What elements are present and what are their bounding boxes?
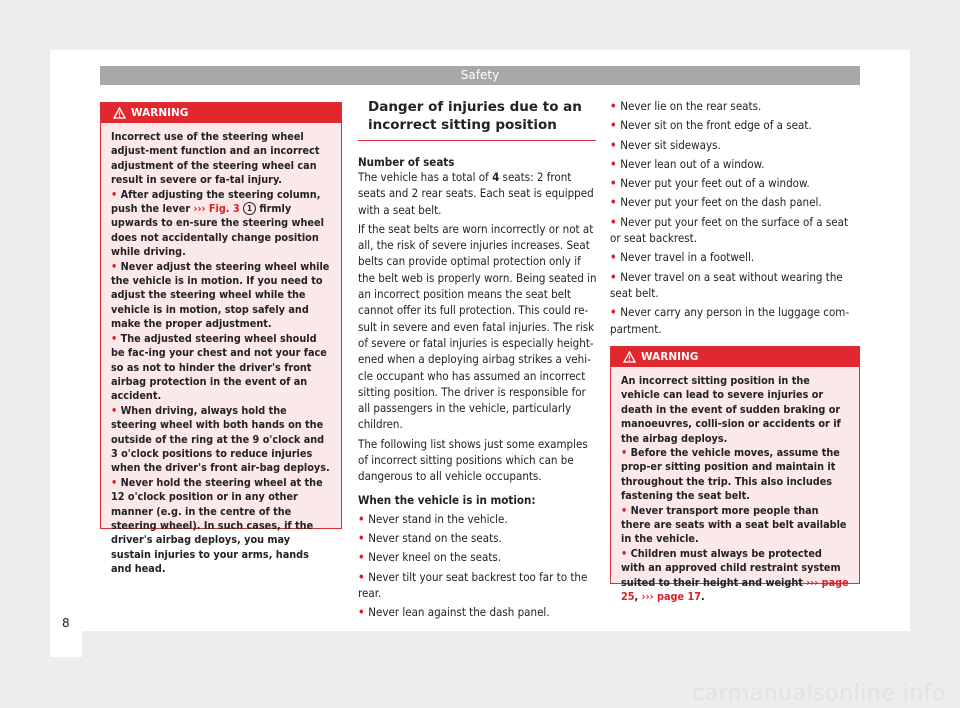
page-number: 8 bbox=[62, 616, 70, 630]
bullet-icon: • bbox=[358, 511, 369, 526]
warning-intro: Incorrect use of the steering wheel adjust-ment function and an incorrect adjustment of the steering wheel can result in severe or fa-tal injury. bbox=[111, 130, 320, 187]
bullet-icon: • bbox=[358, 569, 369, 584]
list-item: • Never tilt your seat backrest too far to the rear. bbox=[358, 569, 588, 600]
bullet-icon: • bbox=[111, 475, 121, 489]
bullet-icon: • bbox=[610, 176, 621, 191]
warning-item: • After adjusting the steering column, push the lever ››› Fig. 3 1 firmly upwards to en-sure the steering wheel does not accidentally change position while driving. bbox=[111, 187, 324, 259]
subheading-number-of-seats: Number of seats bbox=[358, 155, 455, 169]
footer-bar bbox=[82, 631, 910, 657]
list-item: • Never put your feet on the dash panel. bbox=[610, 195, 822, 210]
warning-label: WARNING bbox=[641, 351, 699, 363]
warning-item: • When driving, always hold the steering wheel with both hands on the outside of the ring at the 9 o'clock and 3 o'clock positions to reduce injuries when the driver's front air-bag deploys. bbox=[111, 403, 330, 475]
incorrect-positions-list-continued bbox=[610, 98, 860, 337]
paragraph-examples: The following list shows just some examples of incorrect sitting positions which can be dangerous to all vehicle occupants. bbox=[358, 436, 588, 484]
warning-item: • Never transport more people than there are seats with a seat belt available in the vehicle. bbox=[621, 503, 847, 546]
bullet-icon: • bbox=[610, 250, 621, 265]
right-column bbox=[610, 98, 860, 340]
list-item: • Never put your feet out of a window. bbox=[610, 176, 810, 191]
warning-item: • Never hold the steering wheel at the 12 o'clock position or in any other manner (e.g. in the centre of the steering wheel). In such cases, if the driver's airbag deploys, you may sustain injuries to your arms, hands and head. bbox=[111, 475, 323, 576]
bullet-icon: • bbox=[358, 550, 369, 565]
list-item: • Never lie on the rear seats. bbox=[610, 99, 762, 113]
figure-link[interactable]: ››› Fig. 3 bbox=[193, 202, 240, 216]
list-item: • Never kneel on the seats. bbox=[358, 550, 502, 565]
warning-item: • The adjusted steering wheel should be fac-ing your chest and not your face so as not to hinder the driver's front airbag protection in the event of an accident. bbox=[111, 331, 327, 403]
warning-box-steering bbox=[100, 102, 342, 576]
list-item: • Never sit on the front edge of a seat. bbox=[610, 118, 812, 133]
warning-triangle-icon bbox=[623, 351, 636, 363]
list-item: • Never stand in the vehicle. bbox=[358, 511, 508, 526]
bullet-icon: • bbox=[111, 331, 121, 345]
list-item: • Never put your feet on the surface of a seat or seat backrest. bbox=[610, 214, 849, 246]
list-item: • Never travel on a seat without wearing the seat belt. bbox=[610, 269, 843, 300]
page-link[interactable]: ››› page 25 bbox=[621, 575, 849, 604]
list-item: • Never travel in a footwell. bbox=[610, 250, 755, 265]
bullet-icon: • bbox=[610, 195, 621, 210]
warning-label: WARNING bbox=[131, 107, 189, 119]
bullet-icon: • bbox=[111, 403, 121, 417]
list-item: • Never stand on the seats. bbox=[358, 530, 502, 545]
warning-item: • Before the vehicle moves, assume the prop-er sitting position and maintain it throughout the trip. This also includes fastening the seat belt. bbox=[621, 446, 840, 503]
warning-header bbox=[611, 347, 859, 367]
bullet-icon: • bbox=[111, 259, 121, 273]
warning-header bbox=[101, 103, 341, 123]
list-item: • Never sit sideways. bbox=[610, 137, 721, 152]
warning-box-sitting-position bbox=[610, 346, 860, 604]
bullet-icon: • bbox=[610, 305, 621, 320]
watermark: carmanualsonline.info bbox=[692, 681, 946, 706]
list-item: • Never lean out of a window. bbox=[610, 156, 765, 171]
warning-item: • Children must always be protected with an approved child restraint system suited to their height and weight ››› page 25, ››› page 17. bbox=[621, 546, 849, 604]
bullet-icon: • bbox=[610, 214, 621, 229]
paragraph-seats: The vehicle has a total of 4 seats: 2 front seats and 2 rear seats. Each seat is equipped with a seat belt. bbox=[358, 170, 594, 217]
bullet-icon: • bbox=[358, 530, 369, 545]
incorrect-positions-list bbox=[358, 511, 600, 621]
section-heading: Danger of injuries due to an incorrect sitting position bbox=[358, 98, 596, 141]
bullet-icon: • bbox=[610, 118, 621, 133]
middle-column bbox=[358, 98, 600, 623]
bullet-icon: • bbox=[610, 99, 621, 113]
callout-number-icon: 1 bbox=[243, 202, 256, 215]
bullet-icon: • bbox=[111, 187, 121, 201]
list-item: • Never carry any person in the luggage com-partment. bbox=[610, 305, 850, 336]
bullet-icon: • bbox=[621, 446, 631, 460]
bullet-icon: • bbox=[621, 546, 631, 560]
page-link[interactable]: ››› page 17 bbox=[641, 590, 701, 604]
warning-triangle-icon bbox=[113, 107, 126, 119]
warning-intro: An incorrect sitting position in the vehicle can lead to severe injuries or death in the event of sudden braking or manoeuvres, colli-sion or accidents or if the airbag deploys. bbox=[621, 374, 841, 445]
bullet-icon: • bbox=[358, 605, 369, 620]
bullet-icon: • bbox=[610, 269, 621, 284]
bullet-icon: • bbox=[610, 137, 621, 152]
section-header: Safety bbox=[100, 66, 860, 85]
paragraph-seat-belts: If the seat belts are worn incorrectly or not at all, the risk of severe injuries increases. Seat belts can provide optimal protection only if the belt web is properly worn. Being seated in an incorrect position means the seat belt cannot offer its full protection. This could re-sult in severe and even fatal injuries. The risk of severe or fatal injuries is especially height-ened when a deploying airbag strikes a vehi-cle occupant who has assumed an incorrect sitting position. The driver is responsible for all passengers in the vehicle, particularly children. bbox=[358, 221, 597, 432]
bullet-icon: • bbox=[621, 503, 631, 517]
list-item: • Never lean against the dash panel. bbox=[358, 605, 550, 620]
subheading-in-motion: When the vehicle is in motion: bbox=[358, 492, 536, 507]
warning-item: • Never adjust the steering wheel while the vehicle is in motion. If you need to adjust the steering wheel while the vehicle is in motion, stop safely and make the proper adjustment. bbox=[111, 259, 330, 331]
bullet-icon: • bbox=[610, 156, 621, 171]
